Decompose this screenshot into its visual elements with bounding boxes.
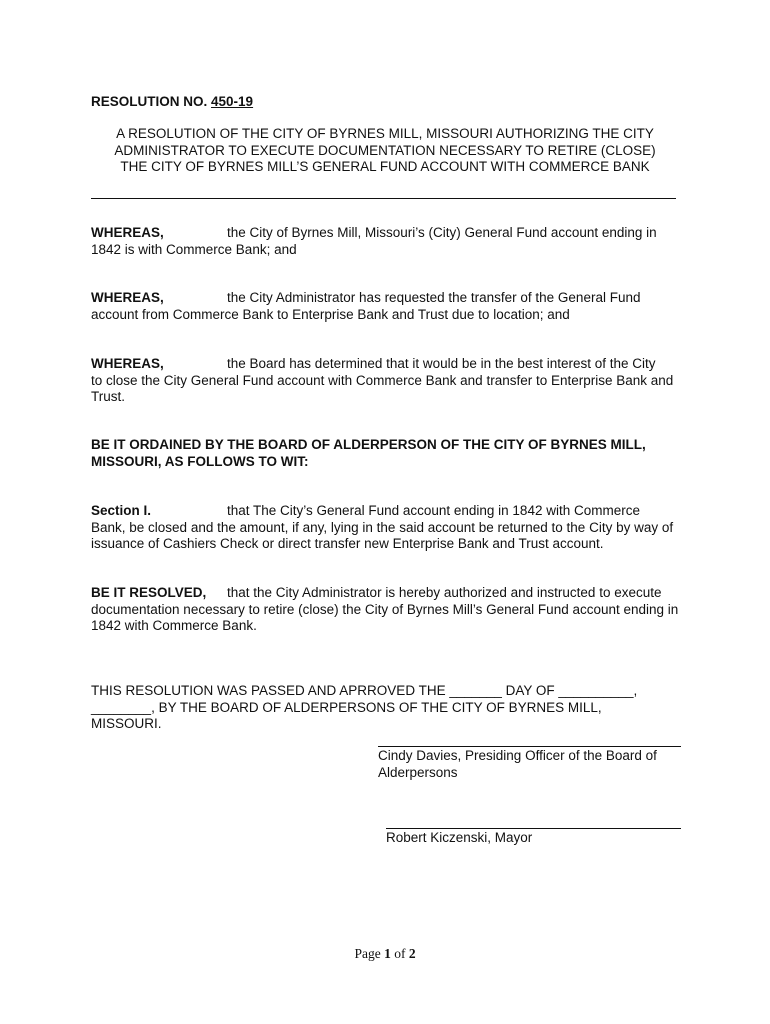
passed-line: ________, BY THE BOARD OF ALDERPERSONS OF THE CITY OF BYRNES MILL, <box>91 699 602 715</box>
ordained-clause <box>91 437 681 470</box>
whereas-lead: WHEREAS, <box>91 290 164 305</box>
signature-line-presiding-officer <box>378 746 681 747</box>
passed-statement <box>91 683 681 733</box>
footer-page-number: 1 <box>384 946 391 961</box>
section-text-line1: that The City’s General Fund account ending in 1842 with Commerce <box>227 503 640 518</box>
ordained-line: MISSOURI, AS FOLLOWS TO WIT: <box>91 453 309 469</box>
signature-name: Robert Kiczenski, Mayor <box>386 830 533 845</box>
title-line: THE CITY OF BYRNES MILL’S GENERAL FUND ACCOUNT WITH COMMERCE BANK <box>120 159 650 174</box>
whereas-text-rest: 1842 is with Commerce Bank; and <box>91 241 297 257</box>
whereas-lead: WHEREAS, <box>91 356 164 371</box>
footer-page-word: Page <box>354 946 381 961</box>
footer-page-total: 2 <box>408 946 416 961</box>
signature-line-mayor <box>386 828 681 829</box>
resolved-text-line1: that the City Administrator is hereby authorized and instructed to execute <box>227 585 662 600</box>
whereas-text-rest: account from Commerce Bank to Enterprise Bank and Trust due to location; and <box>91 306 570 322</box>
resolution-number: 450-19 <box>211 94 254 109</box>
section-1-clause <box>91 503 681 553</box>
whereas-text-line1: the City Administrator has requested the transfer of the General Fund <box>227 290 641 305</box>
title-divider <box>91 198 676 199</box>
resolved-lead: BE IT RESOLVED, <box>91 585 207 600</box>
whereas-text-line1: the City of Byrnes Mill, Missouri’s (City) General Fund account ending in <box>227 225 657 240</box>
resolved-clause <box>91 585 681 635</box>
whereas-clause-3 <box>91 356 681 406</box>
title-line: ADMINISTRATOR TO EXECUTE DOCUMENTATION NECESSARY TO RETIRE (CLOSE) <box>114 142 656 158</box>
signature-title: Alderpersons <box>378 764 458 780</box>
signature-block-presiding-officer <box>378 748 678 781</box>
ordained-line: BE IT ORDAINED BY THE BOARD OF ALDERPERSON OF THE CITY OF BYRNES MILL, <box>91 437 646 452</box>
resolution-heading <box>91 94 253 111</box>
section-lead: Section I. <box>91 503 152 518</box>
signature-block-mayor <box>386 830 676 847</box>
whereas-text-rest: to close the City General Fund account with Commerce Bank and transfer to Enterprise Bank and Trust. <box>91 372 674 404</box>
whereas-lead: WHEREAS, <box>91 225 164 240</box>
page-footer <box>0 946 770 962</box>
whereas-clause-2 <box>91 290 681 323</box>
resolved-text-rest: documentation necessary to retire (close) the City of Byrnes Mill’s General Fund account ending in 1842 with Commerce Bank. <box>91 601 679 633</box>
resolution-title <box>60 126 710 176</box>
whereas-clause-1 <box>91 225 681 258</box>
title-line: A RESOLUTION OF THE CITY OF BYRNES MILL, MISSOURI AUTHORIZING THE CITY <box>116 126 654 141</box>
signature-name: Cindy Davies, Presiding Officer of the Board of <box>378 748 657 763</box>
whereas-text-line1: the Board has determined that it would be in the best interest of the City <box>227 356 656 371</box>
footer-of-word: of <box>394 946 406 961</box>
section-text-rest: Bank, be closed and the amount, if any, lying in the said account be returned to the City by way of issuance of Cashiers Check or direct transfer new Enterprise Bank and Trust account. <box>91 519 674 551</box>
passed-line: THIS RESOLUTION WAS PASSED AND APRROVED THE _______ DAY OF __________, <box>91 683 638 698</box>
resolution-label: RESOLUTION NO. <box>91 94 208 109</box>
passed-line: MISSOURI. <box>91 716 162 731</box>
